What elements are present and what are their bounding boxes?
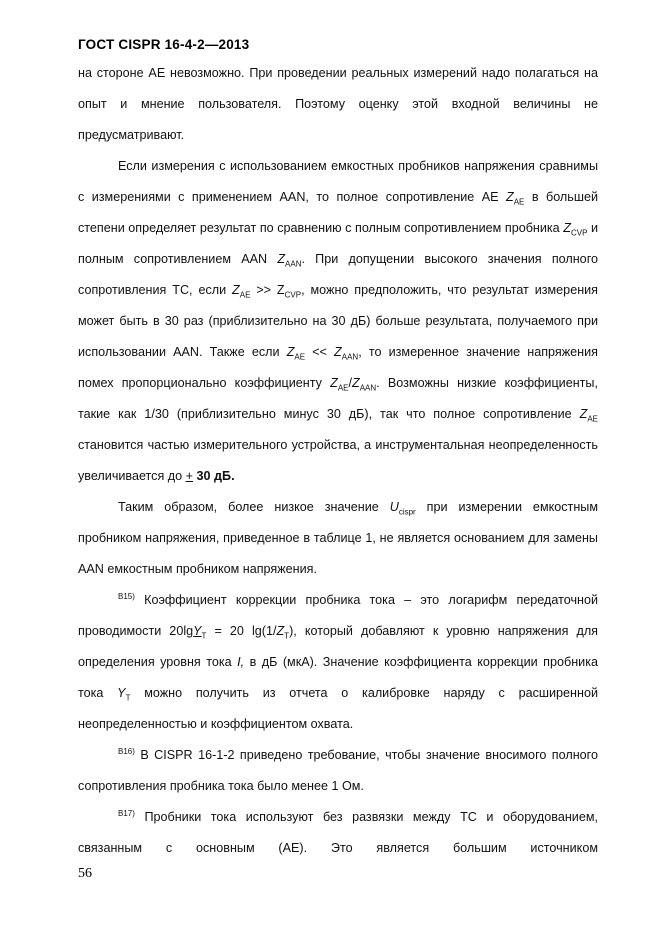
paragraph-1: на стороне АЕ невозможно. При проведении реальных измерений надо полагаться на опыт и мнение пользователя. Поэтому оценку этой входной величины не предусматривают.	[78, 66, 598, 142]
footnote-marker: B15)	[118, 591, 135, 601]
paragraph-2: Если измерения с использованием емкостных пробников напряжения сравнимы с измерениями с применением AAN, то полное сопротивление АЕ $Z_{AE}$ в большей степени определяет результат по сравнению с полным сопротивлением пробника $Z_{CVP}$ и полным сопротивлением AAN $Z_{AAN}$. При допущении высокого значения полного сопротивления ТС, если $Z_{AE} >> Z_{CVP}$, можно предположить, что результат измерения может быть в 30 раз (приблизительно на 30 дБ) больше результата, получаемого при использовании AAN. Также если $Z_{AE} << Z_{AAN}$, то измеренное значение напряжения помех пропорционально коэффициенту $Z_{AE}/Z_{AAN}$. Возможны низкие коэффициенты, такие как 1/30 (приблизительно минус 30 дБ), так что полное сопротивление $Z_{AE}$ становится частью измерительного устройства, а инструментальная неопределенность увеличивается до + 30 дБ.	[78, 159, 599, 483]
footnote-b16: $^{B16)}$ В CISPR 16-1-2 приведено требование, чтобы значение вносимого полного сопротивления пробника тока было менее 1 Ом.	[78, 746, 598, 793]
footnote-b15: $^{B15)}$ Коэффициент коррекции пробника тока – это логарифм передаточной проводимости 20lgY$_T$ = 20 $\lg(1/Z_T)$, который добавляют к уровню напряжения для определения уровня тока I, в дБ (мкА). Значение коэффициента коррекции пробника тока $Y_T$ можно получить из отчета о калибровке наряду с расширенной неопределенностью и коэффициентом охвата.	[78, 591, 598, 731]
page-number: 56	[78, 866, 92, 881]
footnote-marker: B16)	[118, 746, 135, 756]
document-body	[78, 58, 598, 864]
document-header: ГОСТ CISPR 16-4-2—2013	[78, 37, 250, 52]
footnote-marker: B17)	[118, 808, 135, 818]
paragraph-3: Таким образом, более низкое значение $U_{cispr}$ при измерении емкостным пробником напряжения, приведенное в таблице 1, не является основанием для замены AAN емкостным пробником напряжения.	[78, 500, 598, 576]
footnote-b17: $^{B17)}$ Пробники тока используют без развязки между ТС и оборудованием, связанным с основным (АЕ). Это является большим источником	[78, 808, 598, 855]
